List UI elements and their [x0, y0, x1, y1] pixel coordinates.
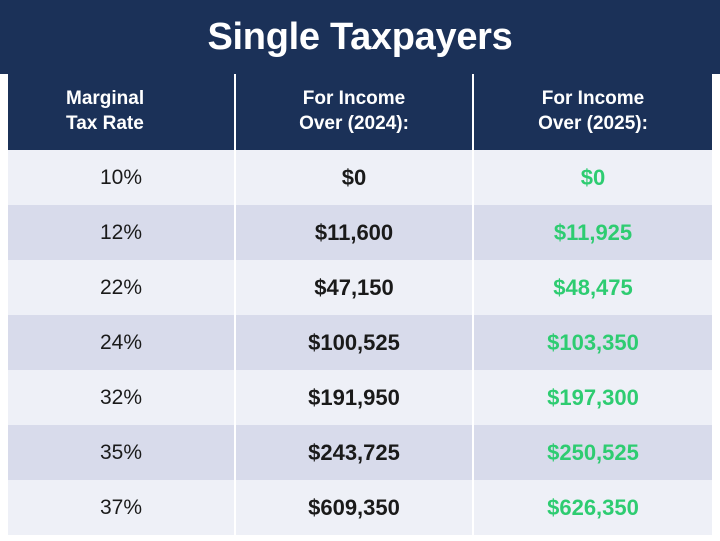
column-header-line-2: Over (2025):	[538, 113, 648, 134]
table-row	[8, 260, 712, 315]
cell-income-2025: $0	[580, 164, 606, 190]
column-header-line-1: For Income	[541, 88, 645, 110]
cell-tax-rate: 35%	[99, 440, 143, 464]
column-header-income-2024	[234, 74, 474, 150]
cell-income-2024: $243,725	[234, 425, 474, 480]
cell-income-2025: $250,525	[547, 439, 639, 465]
table-row	[8, 315, 712, 370]
table-grid	[0, 74, 720, 541]
cell-income-2024: $609,350	[234, 480, 474, 535]
cell-tax-rate: 37%	[99, 495, 143, 519]
cell-tax-rate: 10%	[99, 165, 143, 189]
column-header-line-1: For Income	[302, 88, 406, 110]
cell-income-2024: $0	[234, 150, 474, 205]
table-row	[8, 480, 712, 535]
column-header-line-2: Tax Rate	[66, 113, 144, 134]
cell-income-2024: $100,525	[234, 315, 474, 370]
cell-tax-rate: 12%	[99, 220, 143, 244]
table-row	[8, 370, 712, 425]
cell-income-2024: $47,150	[234, 260, 474, 315]
cell-income-2025: $197,300	[547, 384, 639, 410]
table-title-bar	[0, 0, 720, 74]
cell-income-2025: $11,925	[553, 219, 633, 245]
cell-tax-rate: 22%	[99, 275, 143, 299]
column-header-marginal-tax-rate	[8, 74, 234, 150]
page-title: Single Taxpayers	[207, 15, 513, 58]
cell-tax-rate: 32%	[99, 385, 143, 409]
cell-income-2024: $191,950	[234, 370, 474, 425]
cell-tax-rate: 24%	[99, 330, 143, 354]
table-row	[8, 205, 712, 260]
cell-income-2024: $11,600	[234, 205, 474, 260]
table-header-row	[8, 74, 712, 150]
cell-income-2025: $626,350	[547, 494, 639, 520]
cell-income-2025: $103,350	[547, 329, 639, 355]
table-row	[8, 150, 712, 205]
column-header-line-1: Marginal	[66, 88, 145, 110]
column-header-line-2: Over (2024):	[299, 113, 409, 134]
column-header-income-2025	[474, 74, 712, 150]
table-row	[8, 425, 712, 480]
cell-income-2025: $48,475	[553, 274, 633, 300]
